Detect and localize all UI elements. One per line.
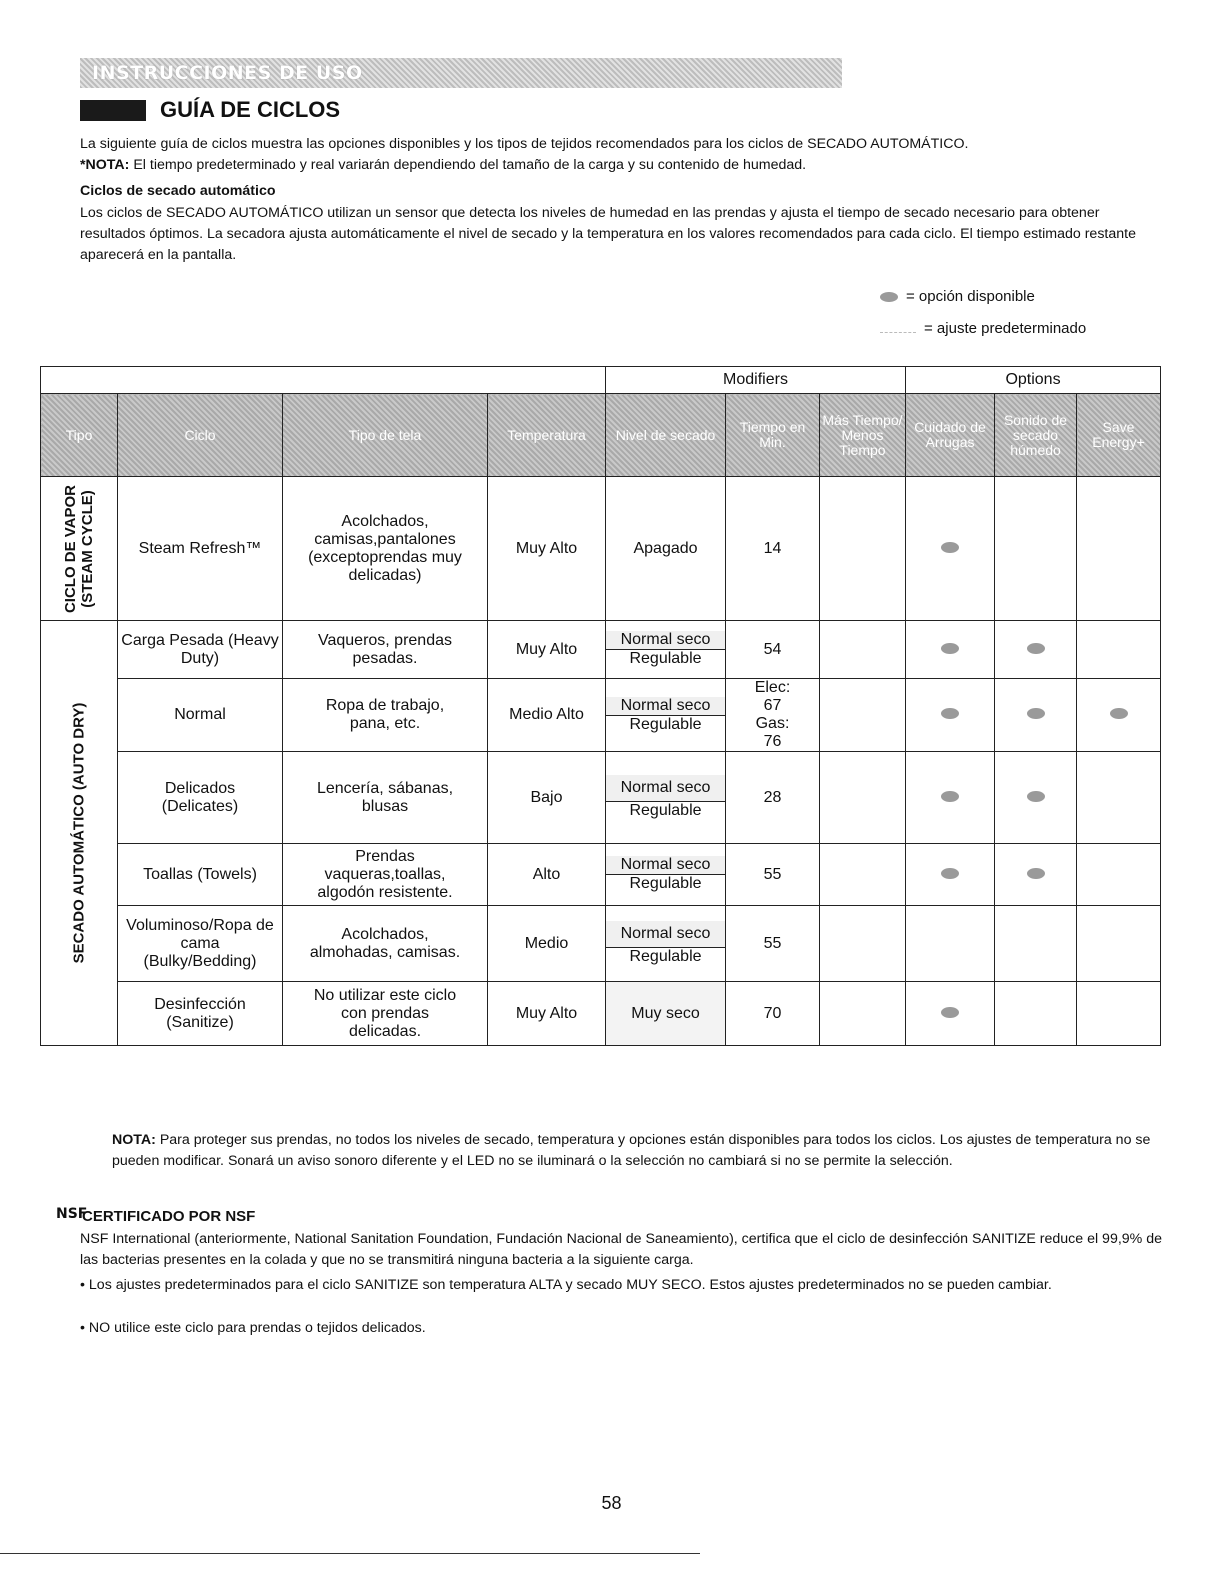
option-cell (906, 679, 995, 752)
note-paragraph (112, 1130, 1162, 1172)
fabric-cell: No utilizar este ciclo con prendas delicadas. (283, 982, 488, 1046)
dry-adjustable: Regulable (629, 802, 702, 819)
available-dot-icon (941, 542, 959, 553)
nsf-title: CERTIFICADO POR NSF (82, 1208, 256, 1225)
fabric-cell: Prendas vaqueras,toallas, algodón resistente. (283, 844, 488, 906)
dry-adjustable: Regulable (629, 948, 702, 965)
col-temperatura: Temperatura (488, 394, 606, 477)
empty-cell (1077, 752, 1161, 844)
section-banner (80, 58, 842, 88)
dry-adjustable: Regulable (629, 650, 702, 667)
temp-cell: Muy Alto (488, 982, 606, 1046)
banner-text: INSTRUCCIONES DE USO (92, 62, 363, 84)
cycle-cell: Steam Refresh™ (118, 477, 283, 621)
dry-cell: Apagado (606, 477, 726, 621)
nsf-text: NSF International (anteriormente, National Sanitation Foundation, Fundación Nacional de Saneamiento), certifica que el ciclo de desinfección SANITIZE reduce el 99,9% de las bacterias presentes en la colada y que no se transmitirá ninguna bacteria a la siguiente carga. (80, 1231, 1163, 1268)
empty-cell (820, 844, 906, 906)
empty-cell (995, 906, 1077, 982)
nsf-logo-icon: NSF (56, 1206, 88, 1222)
option-cell (906, 752, 995, 844)
group-header-row (41, 367, 1161, 394)
option-cell (906, 621, 995, 679)
option-cell (1077, 679, 1161, 752)
time-cell: Elec: 67 Gas: 76 (726, 679, 820, 752)
temp-cell: Medio Alto (488, 679, 606, 752)
option-cell (995, 844, 1077, 906)
temp-cell: Medio (488, 906, 606, 982)
empty-cell (1077, 477, 1161, 621)
available-dot-icon (941, 708, 959, 719)
option-cell (995, 679, 1077, 752)
empty-cell (820, 752, 906, 844)
steam-group-text: CICLO DE VAPOR (STEAM CYCLE) (62, 484, 96, 613)
dry-default: Normal seco (606, 856, 725, 875)
empty-cell (820, 621, 906, 679)
cycle-table (40, 366, 1161, 1046)
empty-cell (1077, 844, 1161, 906)
legend-available-text: = opción disponible (906, 288, 1035, 305)
dry-cell (606, 906, 726, 982)
table-row (41, 752, 1161, 844)
fabric-cell: Lencería, sábanas, blusas (283, 752, 488, 844)
auto-group-text: SECADO AUTOMÁTICO (AUTO DRY) (70, 702, 88, 964)
col-tela: Tipo de tela (283, 394, 488, 477)
bullet-1: • Los ajustes predeterminados para el ciclo SANITIZE son temperatura ALTA y secado MUY SECO. Estos ajustes predeterminados no se pueden cambiar. (80, 1277, 1052, 1293)
empty-cell (1077, 621, 1161, 679)
note1-text: El tiempo predeterminado y real variarán dependiendo del tamaño de la carga y su contenido de humedad. (133, 157, 807, 173)
available-dot-icon (941, 643, 959, 654)
group-modifiers: Modifiers (606, 367, 906, 394)
auto-text: Los ciclos de SECADO AUTOMÁTICO utilizan un sensor que detecta los niveles de humedad en las prendas y ajusta el tiempo de secado necesario para obtener resultados óptimos. La secadora ajusta automáticamente el nivel de secado y la temperatura en los valores recomendados para cada ciclo. El tiempo estimado restante aparecerá en la pantalla. (80, 205, 1136, 263)
intro-text: La siguiente guía de ciclos muestra las opciones disponibles y los tipos de tejidos recomendados para los ciclos de SECADO AUTOMÁTICO. (80, 136, 969, 152)
empty-cell (820, 906, 906, 982)
fabric-cell: Vaqueros, prendas pesadas. (283, 621, 488, 679)
dry-cell (606, 752, 726, 844)
col-tipo: Tipo (41, 394, 118, 477)
legend-default (880, 320, 1086, 337)
section-heading (80, 97, 340, 123)
option-cell (906, 477, 995, 621)
steam-group-label (41, 477, 118, 621)
temp-cell: Muy Alto (488, 621, 606, 679)
available-dot-icon (941, 791, 959, 802)
col-sonido: Sonido de secado húmedo (995, 394, 1077, 477)
table-row (41, 982, 1161, 1046)
footer-rule (0, 1553, 700, 1554)
table-row (41, 621, 1161, 679)
table-row (41, 906, 1161, 982)
dry-cell (606, 679, 726, 752)
dry-adjustable: Regulable (629, 715, 702, 733)
time-cell: 14 (726, 477, 820, 621)
option-cell (906, 844, 995, 906)
note1-label: *NOTA: (80, 157, 130, 173)
dry-cell (606, 844, 726, 906)
intro-paragraph (80, 134, 1160, 176)
empty-cell (995, 477, 1077, 621)
temp-cell: Bajo (488, 752, 606, 844)
empty-cell (820, 982, 906, 1046)
cycle-cell: Normal (118, 679, 283, 752)
available-dot-icon (1110, 708, 1128, 719)
option-cell (906, 982, 995, 1046)
option-cell (995, 752, 1077, 844)
dashed-box-icon (880, 324, 916, 333)
col-mas-menos: Más Tiempo/ Menos Tiempo (820, 394, 906, 477)
time-cell: 70 (726, 982, 820, 1046)
nsf-section (82, 1208, 255, 1225)
heading-block-icon (80, 100, 146, 121)
group-options: Options (906, 367, 1161, 394)
col-save-energy: Save Energy+ (1077, 394, 1161, 477)
dry-default: Normal seco (606, 697, 725, 716)
dry-default: Normal seco (606, 775, 725, 802)
col-tiempo: Tiempo en Min. (726, 394, 820, 477)
empty-cell (820, 679, 906, 752)
table-row (41, 844, 1161, 906)
time-cell: 55 (726, 844, 820, 906)
table-row (41, 679, 1161, 752)
empty-cell (1077, 982, 1161, 1046)
dry-default: Normal seco (606, 921, 725, 948)
empty-cell (820, 477, 906, 621)
dot-icon (880, 292, 898, 302)
dry-adjustable: Regulable (629, 875, 702, 892)
col-arrugas: Cuidado de Arrugas (906, 394, 995, 477)
time-cell: 54 (726, 621, 820, 679)
cycle-cell: Voluminoso/Ropa de cama (Bulky/Bedding) (118, 906, 283, 982)
empty-cell (995, 982, 1077, 1046)
dry-default: Muy seco (631, 1004, 700, 1022)
time-cell: 28 (726, 752, 820, 844)
cycle-cell: Delicados (Delicates) (118, 752, 283, 844)
page-number: 58 (601, 1493, 622, 1513)
available-dot-icon (941, 868, 959, 879)
fabric-cell: Acolchados, almohadas, camisas. (283, 906, 488, 982)
auto-title: Ciclos de secado automático (80, 183, 276, 199)
dry-default: Normal seco (606, 631, 725, 650)
fabric-cell: Ropa de trabajo, pana, etc. (283, 679, 488, 752)
cycle-cell: Carga Pesada (Heavy Duty) (118, 621, 283, 679)
col-nivel: Nivel de secado (606, 394, 726, 477)
available-dot-icon (1027, 791, 1045, 802)
available-dot-icon (1027, 868, 1045, 879)
note2-text: Para proteger sus prendas, no todos los niveles de secado, temperatura y opciones están disponibles para todos los ciclos. Los ajustes de temperatura no se pueden modificar. Sonará un aviso sonoro diferente y el LED no se iluminará o la selección no cambiará si no se permite la selección. (112, 1132, 1151, 1169)
note2-label: NOTA: (112, 1132, 156, 1148)
heading-text: GUÍA DE CICLOS (160, 97, 341, 122)
empty-cell (906, 906, 995, 982)
col-ciclo: Ciclo (118, 394, 283, 477)
temp-cell: Alto (488, 844, 606, 906)
table-row (41, 477, 1161, 621)
legend-default-text: = ajuste predeterminado (924, 320, 1087, 337)
available-dot-icon (1027, 643, 1045, 654)
temp-cell: Muy Alto (488, 477, 606, 621)
option-cell (995, 621, 1077, 679)
available-dot-icon (1027, 708, 1045, 719)
dry-cell (606, 621, 726, 679)
column-header-row (41, 394, 1161, 477)
cycle-cell: Toallas (Towels) (118, 844, 283, 906)
legend-available (880, 288, 1035, 305)
available-dot-icon (941, 1007, 959, 1018)
fabric-cell: Acolchados, camisas,pantalones (exceptoprendas muy delicadas) (283, 477, 488, 621)
cycle-cell: Desinfección (Sanitize) (118, 982, 283, 1046)
auto-group-label (41, 621, 118, 1046)
bullet-2: • NO utilice este ciclo para prendas o tejidos delicados. (80, 1320, 426, 1336)
time-cell: 55 (726, 906, 820, 982)
dry-cell (606, 982, 726, 1046)
group-empty (41, 367, 606, 394)
empty-cell (1077, 906, 1161, 982)
